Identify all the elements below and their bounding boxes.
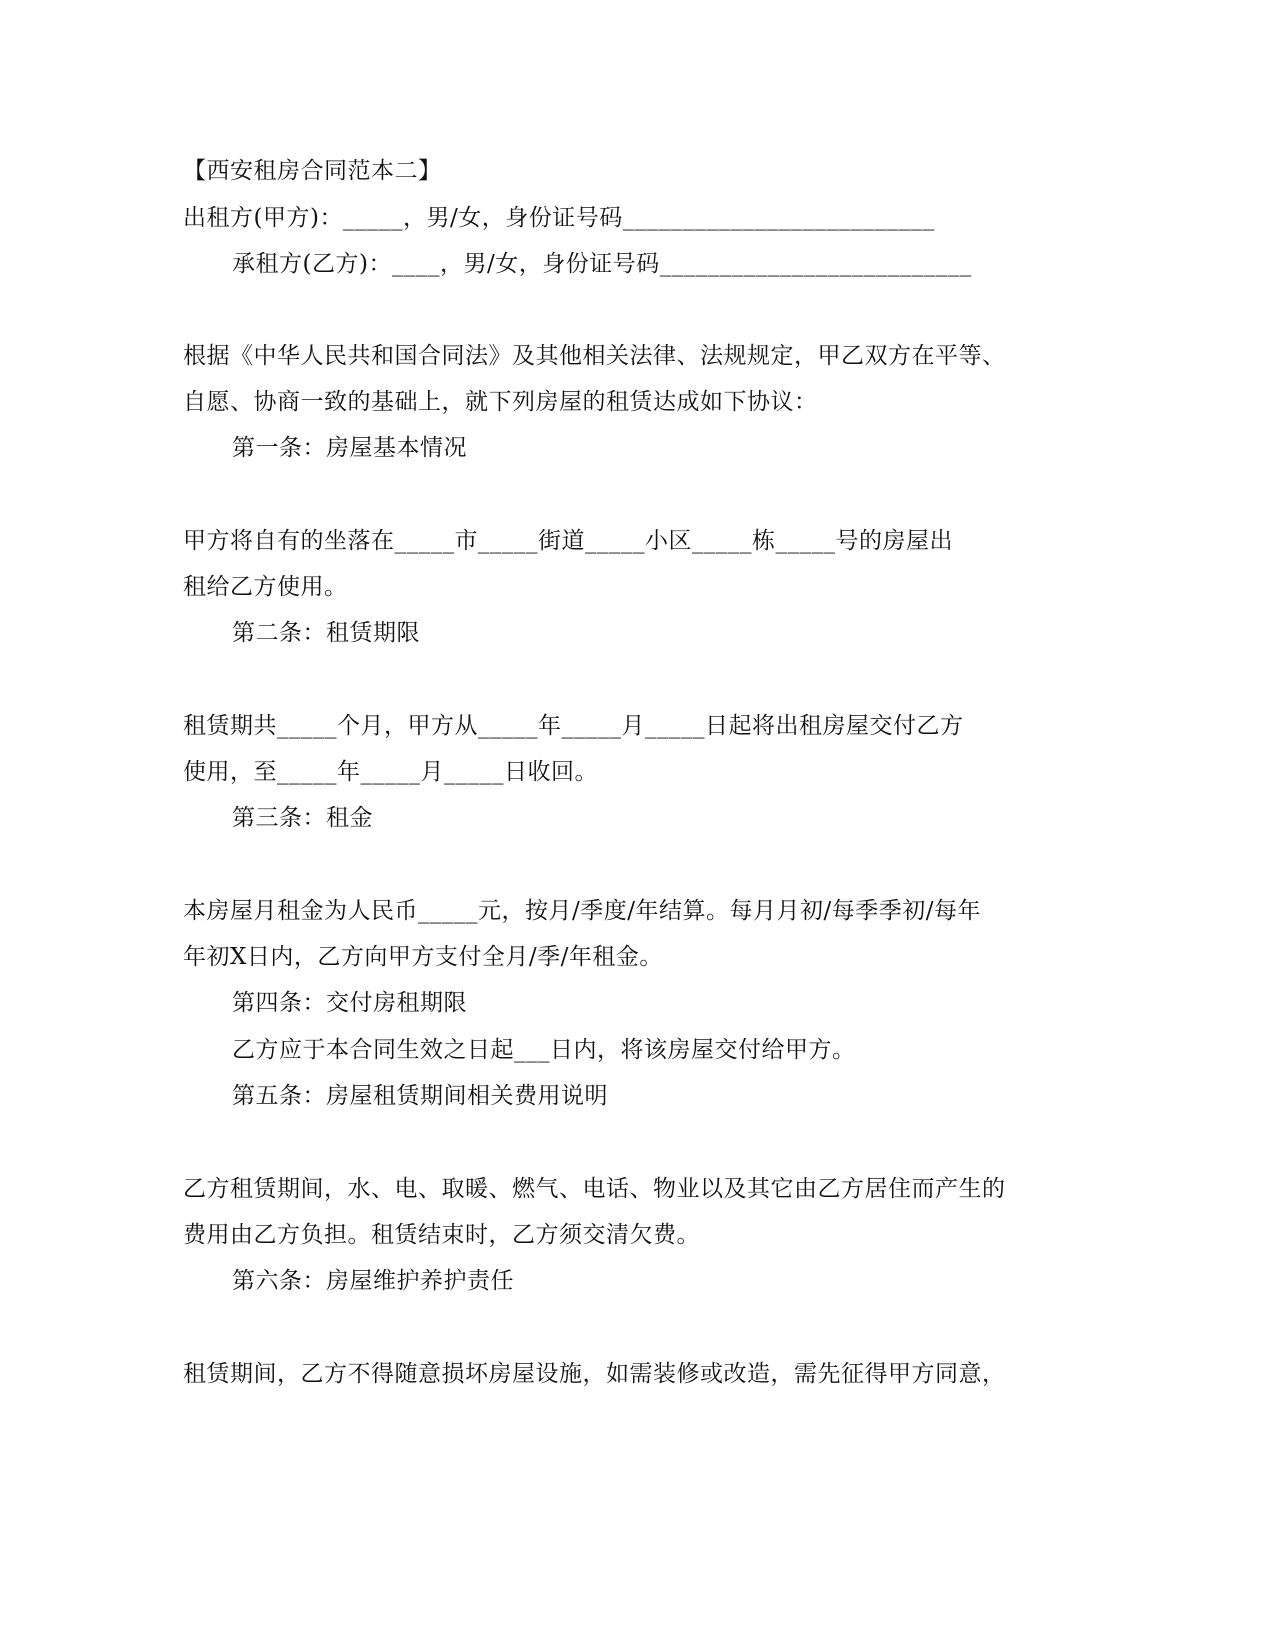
- article-2-text-1: 租赁期共_____个月，甲方从_____年_____月_____日起将出租房屋交付乙方: [183, 713, 964, 739]
- article-6-text-1: 租赁期间，乙方不得随意损坏房屋设施，如需装修或改造，需先征得甲方同意，: [183, 1361, 1006, 1387]
- article-3-text-1: 本房屋月租金为人民币_____元，按月/季度/年结算。每月月初/每季季初/每年: [183, 898, 981, 924]
- article-4-heading: 第四条：交付房租期限: [232, 990, 467, 1016]
- article-2-heading: 第二条：租赁期限: [232, 620, 420, 646]
- article-4-text: 乙方应于本合同生效之日起___日内，将该房屋交付给甲方。: [232, 1037, 856, 1063]
- article-6-heading: 第六条：房屋维护养护责任: [232, 1268, 514, 1294]
- article-1-text-2: 租给乙方使用。: [183, 574, 348, 600]
- article-2-text-2: 使用，至_____年_____月_____日收回。: [183, 759, 598, 785]
- article-5-text-2: 费用由乙方负担。租赁结束时，乙方须交清欠费。: [183, 1222, 700, 1248]
- document-title: 【西安租房合同范本二】: [183, 158, 442, 184]
- preamble-line-1: 根据《中华人民共和国合同法》及其他相关法律、法规规定，甲乙双方在平等、: [183, 343, 1006, 369]
- article-1-text-1: 甲方将自有的坐落在_____市_____街道_____小区_____栋_____号的房屋出: [183, 528, 953, 554]
- article-1-heading: 第一条：房屋基本情况: [232, 435, 467, 461]
- preamble-line-2: 自愿、协商一致的基础上，就下列房屋的租赁达成如下协议：: [183, 389, 818, 415]
- article-5-heading: 第五条：房屋租赁期间相关费用说明: [232, 1083, 608, 1109]
- article-3-text-2: 年初X日内，乙方向甲方支付全月/季/年租金。: [183, 944, 663, 970]
- article-3-heading: 第三条：租金: [232, 805, 373, 831]
- lessee-line: 承租方(乙方)：____，男/女，身份证号码__________________________: [232, 251, 972, 277]
- article-5-text-1: 乙方租赁期间，水、电、取暖、燃气、电话、物业以及其它由乙方居住而产生的: [183, 1176, 1006, 1202]
- lessor-line: 出租方(甲方)：_____，男/女，身份证号码__________________________: [183, 205, 935, 231]
